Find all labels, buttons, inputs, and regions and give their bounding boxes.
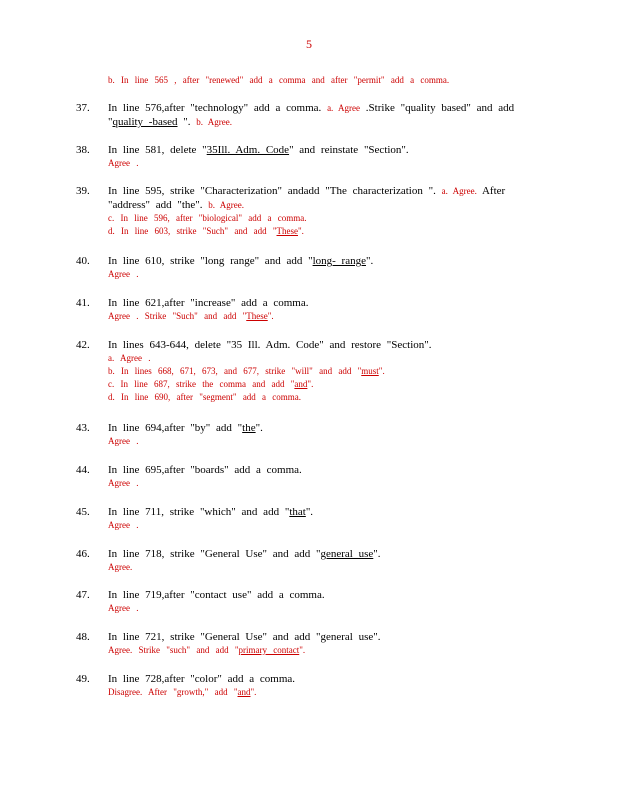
item-number: 48. bbox=[76, 631, 90, 643]
response-note: Disagree. After "growth," add "and". bbox=[108, 687, 257, 697]
item-text: In line 576,after "technology" add a comma. a. Agree .Strike "quality based" and add "quality -based ". b. Agree. bbox=[108, 102, 515, 128]
response-note: Agree. Strike "such" and add "primary contact". bbox=[108, 645, 306, 655]
item-number: 47. bbox=[76, 589, 90, 601]
top-note-text: b. In line 565 , after "renewed" add a comma and after "permit" add a comma. bbox=[108, 75, 450, 85]
response-note: Agree . bbox=[108, 158, 139, 168]
response-note: Agree. bbox=[108, 562, 133, 572]
page-number: 5 bbox=[306, 37, 312, 51]
item-text: In line 595, strike "Characterization" andadd "The characterization ". a. Agree. After "address" add "the". b. Agree. c. In line 596, after "biological" add a comma. d. In line 603, strike "Such" and add "These". bbox=[108, 184, 512, 238]
item-number: 44. bbox=[76, 464, 90, 476]
response-note: d. In line 603, strike "Such" and add "These". bbox=[108, 226, 304, 236]
item-number: 43. bbox=[76, 422, 90, 434]
item-text: In line 711, strike "which" and add "that". Agree . bbox=[108, 505, 512, 532]
item-number: 41. bbox=[76, 297, 90, 309]
item-text: In line 695,after "boards" add a comma. Agree . bbox=[108, 463, 512, 490]
item-text: In line 694,after "by" add "the". Agree . bbox=[108, 421, 512, 448]
item-text: In line 719,after "contact use" add a comma. Agree . bbox=[108, 588, 512, 615]
response-note: c. In line 596, after "biological" add a comma. bbox=[108, 213, 307, 223]
item-number: 37. bbox=[76, 102, 90, 114]
response-note: Agree . Strike "Such" and add "These". bbox=[108, 311, 274, 321]
item-number: 39. bbox=[76, 185, 90, 197]
item-number: 38. bbox=[76, 144, 90, 156]
item-text: In line 728,after "color" add a comma. Disagree. After "growth," add "and". bbox=[108, 672, 512, 699]
item-number: 49. bbox=[76, 673, 90, 685]
item-text: In lines 643-644, delete "35 Ill. Adm. Code" and restore "Section". a. Agree . b. In lines 668, 671, 673, and 677, strike "will" and add "must". c. In line 687, strike the comma and add "and". d. In line 690, after "segment" add a comma. bbox=[108, 338, 512, 404]
item-number: 46. bbox=[76, 548, 90, 560]
response-note: Agree . bbox=[108, 520, 139, 530]
item-number: 40. bbox=[76, 255, 90, 267]
response-note: d. In line 690, after "segment" add a comma. bbox=[108, 392, 302, 402]
response-note: c. In line 687, strike the comma and add "and". bbox=[108, 379, 314, 389]
item-text: In line 718, strike "General Use" and add "general use". Agree. bbox=[108, 547, 512, 574]
item-text: In line 581, delete "35Ill. Adm. Code" and reinstate "Section". Agree . bbox=[108, 143, 512, 170]
item-text: In line 621,after "increase" add a comma. Agree . Strike "Such" and add "These". bbox=[108, 296, 512, 323]
response-note: b. In lines 668, 671, 673, and 677, strike "will" and add "must". bbox=[108, 366, 385, 376]
item-number: 45. bbox=[76, 506, 90, 518]
response-note: Agree . bbox=[108, 436, 139, 446]
item-text: In line 610, strike "long range" and add "long- range". Agree . bbox=[108, 254, 512, 281]
item-number: 42. bbox=[76, 339, 90, 351]
response-note: Agree . bbox=[108, 603, 139, 613]
response-note: Agree . bbox=[108, 269, 139, 279]
response-note: a. Agree . bbox=[108, 353, 151, 363]
item-text: In line 721, strike "General Use" and add "general use". Agree. Strike "such" and add "primary contact". bbox=[108, 630, 512, 657]
response-note: Agree . bbox=[108, 478, 139, 488]
